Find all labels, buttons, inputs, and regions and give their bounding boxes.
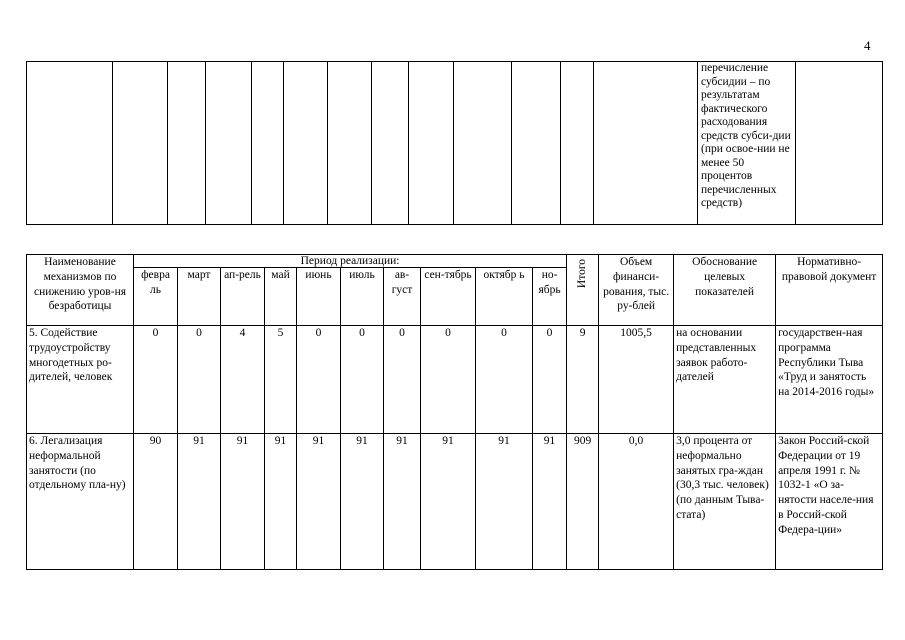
row-total: 9 <box>567 326 599 434</box>
header-period: Период реализации: <box>134 255 567 268</box>
header-volume: Объем финанси-рования, тыс. ру-блей <box>599 255 674 326</box>
measures-table <box>26 254 883 570</box>
row-value: 91 <box>178 434 221 570</box>
header-normative: Нормативно-правовой документ <box>776 255 883 326</box>
cont-cell <box>113 62 168 225</box>
row-normative: Закон Россий-ской Федерации от 19 апреля 1991 г. № 1032-1 «О за-нятости населе-ния в Россий-ской Федера-ции» <box>776 434 883 570</box>
cont-cell <box>409 62 454 225</box>
row-normative: государствен-ная программа Республики Тыва «Труд и занятость на 2014-2016 годы» <box>776 326 883 434</box>
header-month: июнь <box>297 268 341 326</box>
header-month: октябр ь <box>476 268 533 326</box>
row-value: 90 <box>134 434 178 570</box>
row-value: 91 <box>297 434 341 570</box>
row-value: 91 <box>221 434 265 570</box>
row-value: 5 <box>265 326 297 434</box>
header-total <box>567 255 599 326</box>
header-rationale: Обоснование целевых показателей <box>674 255 776 326</box>
row-value: 0 <box>384 326 421 434</box>
cont-cell <box>372 62 409 225</box>
page-number: 4 <box>864 38 871 53</box>
row-value: 91 <box>476 434 533 570</box>
row-value: 0 <box>341 326 384 434</box>
row-volume: 1005,5 <box>599 326 674 434</box>
cont-cell <box>252 62 284 225</box>
header-row-1 <box>27 255 883 268</box>
header-month: февра ль <box>134 268 178 326</box>
header-month: но-ябрь <box>533 268 567 326</box>
row-value: 91 <box>341 434 384 570</box>
cont-cell <box>328 62 372 225</box>
header-month: ап-рель <box>221 268 265 326</box>
table-row <box>27 326 883 434</box>
row-value: 91 <box>533 434 567 570</box>
row-value: 0 <box>421 326 476 434</box>
cont-cell <box>512 62 561 225</box>
header-total-label: Итого <box>576 259 589 289</box>
header-name-col: Наименование механизмов по снижению уров-ня безработицы <box>27 255 134 326</box>
row-rationale: на основании представленных заявок работо-дателей <box>674 326 776 434</box>
header-month: март <box>178 268 221 326</box>
cont-cell <box>284 62 328 225</box>
header-month: май <box>265 268 297 326</box>
header-month: ав-густ <box>384 268 421 326</box>
row-value: 4 <box>221 326 265 434</box>
row-value: 91 <box>384 434 421 570</box>
cont-cell <box>168 62 206 225</box>
row-value: 0 <box>297 326 341 434</box>
cont-cell <box>594 62 698 225</box>
row-name: 6. Легализация неформальной занятости (по отдельному пла-ну) <box>27 434 134 570</box>
continuation-table <box>26 61 883 225</box>
row-value: 0 <box>134 326 178 434</box>
row-volume: 0,0 <box>599 434 674 570</box>
row-total: 909 <box>567 434 599 570</box>
row-rationale: 3,0 процента от неформально занятых гра-ждан (30,3 тыс. человек) (по данным Тыва-стата) <box>674 434 776 570</box>
row-value: 0 <box>476 326 533 434</box>
row-name: 5. Содействие трудоустройству многодетных ро-дителей, человек <box>27 326 134 434</box>
table-row <box>27 434 883 570</box>
header-month: сен-тябрь <box>421 268 476 326</box>
cont-cell <box>454 62 512 225</box>
row-value: 0 <box>178 326 221 434</box>
row-value: 0 <box>533 326 567 434</box>
continuation-row <box>27 62 883 225</box>
header-month: июль <box>341 268 384 326</box>
cont-cell-rationale: перечисление субсидии – по результатам фактического расходования средств субси-дии (при освое-нии не менее 50 процентов перечисленных средств) <box>698 62 796 225</box>
cont-cell <box>561 62 594 225</box>
cont-cell <box>206 62 252 225</box>
row-value: 91 <box>265 434 297 570</box>
cont-cell <box>27 62 113 225</box>
row-value: 91 <box>421 434 476 570</box>
cont-cell <box>796 62 883 225</box>
